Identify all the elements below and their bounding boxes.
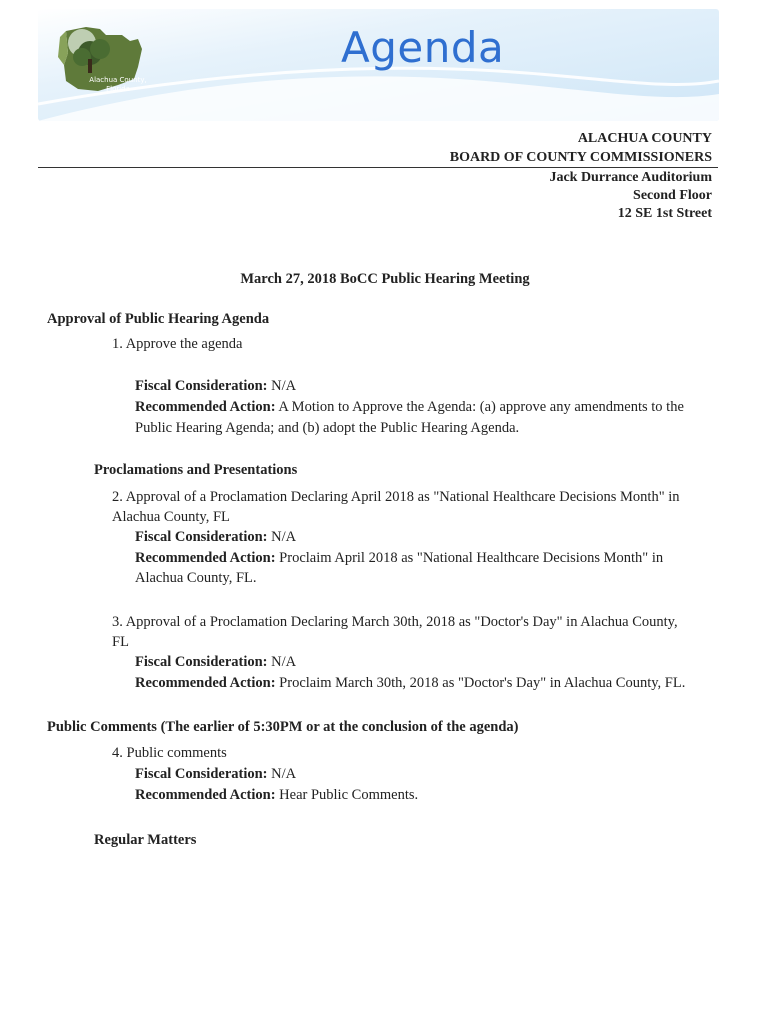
agenda-item-title: 1. Approve the agenda [112, 336, 243, 352]
agenda-banner [38, 9, 719, 121]
section-heading: Proclamations and Presentations [94, 462, 298, 478]
fiscal-label: Fiscal Consideration: [135, 654, 268, 670]
recommended-action [135, 548, 663, 569]
board-name: BOARD OF COUNTY COMMISSIONERS [449, 150, 712, 165]
action-value: A Motion to Approve the Agenda: (a) approve any amendments to the [278, 399, 684, 415]
header-rule [38, 167, 718, 168]
section-heading: Approval of Public Hearing Agenda [47, 311, 270, 327]
action-label: Recommended Action: [135, 399, 276, 415]
fiscal-consideration [135, 764, 296, 785]
section-heading: Public Comments (The earlier of 5:30PM or at the conclusion of the agenda) [47, 719, 519, 735]
venue-floor: Second Floor [633, 188, 712, 203]
meeting-title: March 27, 2018 BoCC Public Hearing Meeting [240, 271, 530, 287]
action-label: Recommended Action: [135, 675, 276, 691]
agenda-item-title: 2. Approval of a Proclamation Declaring April 2018 as "National Healthcare Decisions Month" in [112, 489, 680, 505]
venue-street: 12 SE 1st Street [617, 206, 712, 221]
fiscal-label: Fiscal Consideration: [135, 529, 268, 545]
recommended-action-cont: Alachua County, FL. [135, 570, 257, 586]
action-label: Recommended Action: [135, 550, 276, 566]
fiscal-value: N/A [271, 529, 297, 545]
fiscal-consideration [135, 527, 296, 548]
recommended-action [135, 397, 684, 418]
fiscal-consideration [135, 376, 296, 397]
fiscal-label: Fiscal Consideration: [135, 766, 268, 782]
section-heading: Regular Matters [94, 832, 197, 848]
fiscal-value: N/A [271, 378, 297, 394]
agenda-item-title: 4. Public comments [112, 745, 227, 761]
agenda-item-title-cont: FL [112, 634, 129, 650]
venue-name: Jack Durrance Auditorium [549, 170, 712, 185]
fiscal-label: Fiscal Consideration: [135, 378, 268, 394]
org-name: ALACHUA COUNTY [577, 131, 712, 146]
logo-text: Alachua County, Florida [89, 76, 147, 93]
agenda-item-title: 3. Approval of a Proclamation Declaring March 30th, 2018 as "Doctor's Day" in Alachua County, [112, 614, 678, 630]
action-value: Proclaim April 2018 as "National Healthcare Decisions Month" in [279, 550, 664, 566]
fiscal-value: N/A [271, 766, 297, 782]
action-label: Recommended Action: [135, 787, 276, 803]
recommended-action-cont: Public Hearing Agenda; and (b) adopt the Public Hearing Agenda. [135, 420, 520, 436]
fiscal-value: N/A [271, 654, 297, 670]
recommended-action [135, 673, 685, 694]
banner-title: Agenda [341, 23, 505, 72]
fiscal-consideration [135, 652, 296, 673]
action-value: Hear Public Comments. [279, 787, 419, 803]
action-value: Proclaim March 30th, 2018 as "Doctor's Day" in Alachua County, FL. [279, 675, 686, 691]
recommended-action [135, 785, 418, 806]
agenda-item-title-cont: Alachua County, FL [112, 509, 230, 525]
